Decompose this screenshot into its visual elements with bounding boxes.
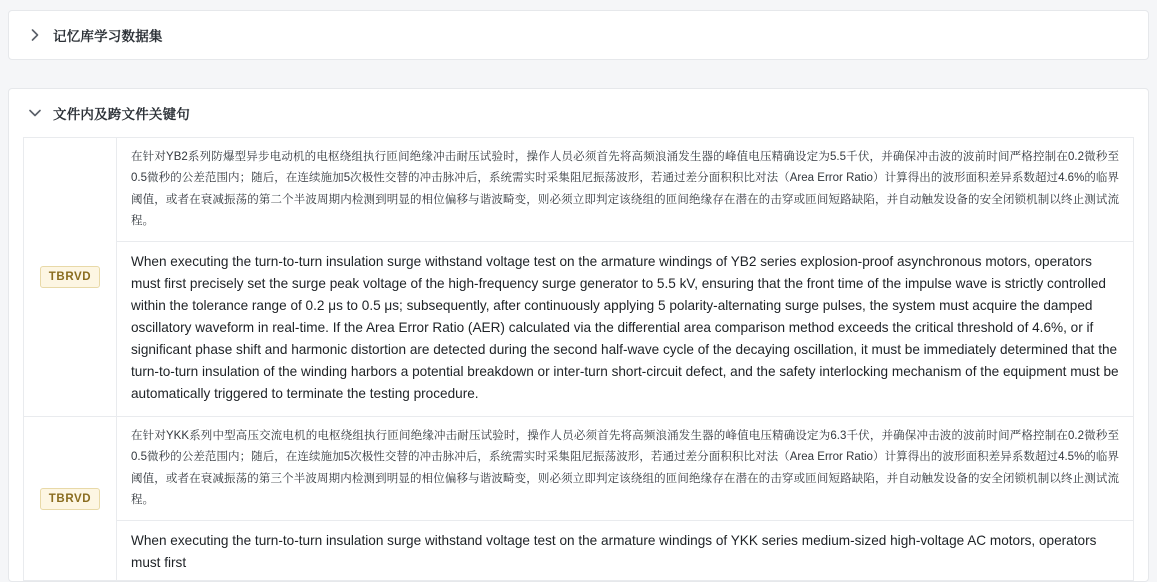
list-item [23, 137, 1134, 416]
tag-cell [24, 417, 117, 580]
panel-key-sentences [8, 88, 1149, 582]
panel-title: 记忆库学习数据集 [53, 29, 163, 44]
key-sentences-list [9, 137, 1148, 581]
tag-cell [24, 138, 117, 416]
sentence-chinese: 在针对YB2系列防爆型异步电动机的电枢绕组执行匝间绝缘冲击耐压试验时，操作人员必须首先将高频浪涌发生器的峰值电压精确设定为5.5千伏，并确保冲击波的波前时间严格控制在0.2微秒至0.5微秒的公差范围内；随后，在连续施加5次极性交替的冲击脉冲后，系统需实时采集阻尼振荡波形，若通过差分面积积比对法（Area Error Ratio）计算得出的波形面积差异系数超过4.6%的临界阈值，或者在衰减振荡的第二个半波周期内检测到明显的相位偏移与谐波畸变，则必须立即判定该绕组的匝间绝缘存在潜在的击穿或匝间短路缺陷，并自动触发设备的安全闭锁机制以终止测试流程。 [117, 138, 1133, 242]
sentence-chinese: 在针对YKK系列中型高压交流电机的电枢绕组执行匝间绝缘冲击耐压试验时，操作人员必须首先将高频浪涌发生器的峰值电压精确设定为6.3千伏，并确保冲击波的波前时间严格控制在0.2微秒至0.5微秒的公差范围内；随后，在连续施加5次极性交替的冲击脉冲后，系统需实时采集阻尼振荡波形，若通过差分面积积比对法（Area Error Ratio）计算得出的波形面积差异系数超过4.5%的临界阈值，或者在衰减振荡的第三个半波周期内检测到明显的相位偏移与谐波畸变，则必须立即判定该绕组的匝间绝缘存在潜在的击穿或匝间短路缺陷，并自动触发设备的安全闭锁机制以终止测试流程。 [117, 417, 1133, 521]
chevron-right-icon[interactable] [27, 27, 43, 43]
panel-title: 文件内及跨文件关键句 [53, 107, 190, 122]
status-badge: TBRVD [40, 266, 100, 288]
sentence-pair [117, 417, 1133, 580]
status-badge: TBRVD [40, 488, 100, 510]
sentence-pair [117, 138, 1133, 416]
panel-header-memory-dataset[interactable] [9, 11, 1148, 59]
chevron-down-icon[interactable] [27, 105, 43, 121]
panel-gap [0, 60, 1157, 78]
sentence-english: When executing the turn-to-turn insulation surge withstand voltage test on the armature windings of YB2 series explosion-proof asynchronous motors, operators must first precisely set the surge peak voltage of the high-frequency surge generator to 5.5 kV, ensuring that the front time of the impulse wave is strictly controlled within the tolerance range of 0.2 μs to 0.5 μs; subsequently, after continuously applying 5 polarity-alternating surge pulses, the system must acquire the damped oscillatory waveform in real-time. If the Area Error Ratio (AER) calculated via the differential area comparison method exceeds the critical threshold of 4.6%, or if significant phase shift and harmonic distortion are detected during the second half-wave cycle of the decaying oscillation, it must be immediately determined that the turn-to-turn insulation of the winding harbors a potential breakdown or inter-turn short-circuit defect, and the safety interlocking mechanism of the equipment must be automatically triggered to terminate the testing procedure. [131, 254, 1119, 402]
sentence-english: When executing the turn-to-turn insulation surge withstand voltage test on the armature windings of YKK series medium-sized high-voltage AC motors, operators must first [131, 533, 1097, 571]
panel-memory-dataset [8, 10, 1149, 60]
list-item [23, 416, 1134, 581]
panel-header-key-sentences[interactable] [9, 89, 1148, 137]
